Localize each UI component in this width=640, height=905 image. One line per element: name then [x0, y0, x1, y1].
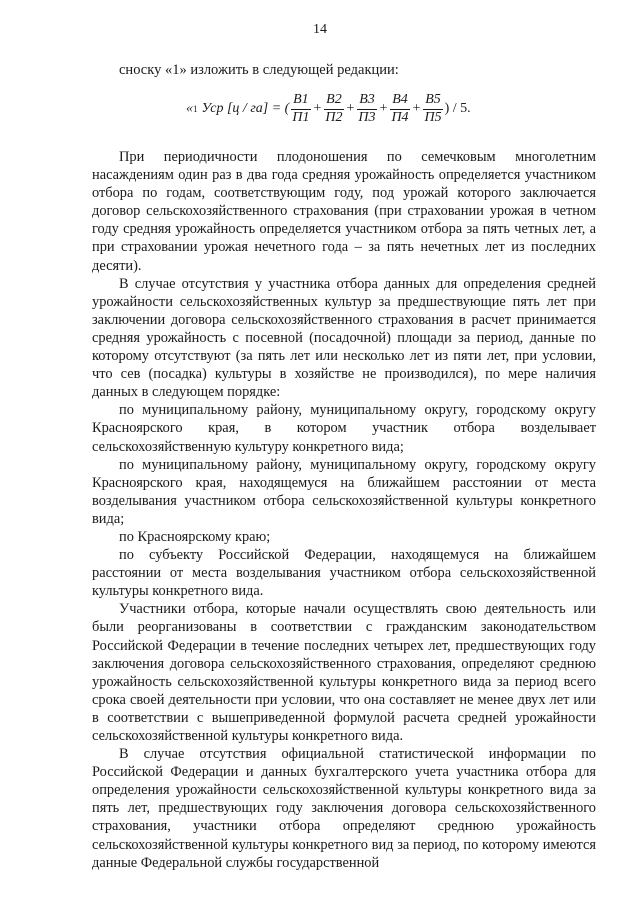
fraction-denominator: П1 — [292, 109, 310, 125]
yield-formula — [186, 93, 471, 125]
formula-quote-open: « — [186, 101, 193, 117]
fraction-numerator: В3 — [357, 93, 377, 110]
formula-plus: + — [412, 101, 421, 117]
formula-fraction-5 — [422, 93, 443, 125]
paragraph-missing-data: В случае отсутствия у участника отбора данных для определения средней урожайности сельскохозяйственных культур за предшествующие пять лет при заключении договора сельскохозяйственного страхования в расчет принимается средняя урожайность с посевной (посадочной) площади за период, данные по которому отсутствуют (за пять лет или несколько лет из пяти лет, при условии, что сев (посадка) культуры в хозяйстве не производился), по мере наличия данных в следующем порядке: — [92, 275, 596, 401]
body-text — [92, 148, 596, 872]
fraction-denominator: П4 — [391, 109, 409, 125]
formula-plus: + — [313, 101, 322, 117]
paragraph-no-statistics: В случае отсутствия официальной статистической информации по Российской Федерации и данных бухгалтерского учета участника отбора для определения урожайности сельскохозяйственной культуры конкретного вида за пять лет, предшествующих году заключения договора сельскохозяйственного страхования, участники отбора определяют среднюю урожайность сельскохозяйственной культуры конкретного вид за период, по которому имеются данные Федеральной службы государственной — [92, 746, 596, 871]
formula-lhs: Уср [ц / га] = ( — [201, 101, 290, 117]
formula-fraction-2 — [323, 93, 344, 125]
formula-plus: + — [346, 101, 355, 117]
list-item-nearest-federal-subject: по субъекту Российской Федерации, находящемуся на ближайшем расстоянии от места возделывания участником отбора сельскохозяйственной культуры конкретного вида. — [92, 547, 596, 600]
formula-tail: ) / 5. — [444, 101, 471, 117]
formula-plus: + — [379, 101, 388, 117]
fraction-numerator: В4 — [390, 93, 410, 110]
fraction-denominator: П5 — [424, 109, 442, 125]
formula-fraction-3 — [356, 93, 377, 125]
formula-footnote-marker: 1 — [193, 104, 198, 115]
page-number: 14 — [313, 22, 327, 37]
paragraph-new-participants: Участники отбора, которые начали осуществлять свою деятельность или были реорганизованы в соответствии с гражданским законодательством Российской Федерации в течение последних четырех лет, предшествующих году заключения договора сельскохозяйственного страхования, определяют среднюю урожайность сельскохозяйственной культуры конкретного вида за период всего срока своей деятельности при условии, что она составляет не менее двух лет или в соответствии с вышеприведенной формулой расчета средней урожайности сельскохозяйственной культуры конкретного вида. — [92, 601, 596, 744]
paragraph-periodicity: При периодичности плодоношения по семечковым многолетним насаждениям один раз в два года средняя урожайность определяется участником отбора по годам, соответствующим году, под урожай которого заключается договор сельскохозяйственного страхования (при страховании урожая в четном году средняя урожайность определяется участником отбора за пять четных лет, а при страховании урожая нечетного года – за пять нечетных лет из последних десяти). — [92, 149, 596, 274]
fraction-numerator: В1 — [291, 93, 311, 110]
list-item-municipal-area: по муниципальному району, муниципальному округу, городскому округу Красноярского края, в котором участник отбора возделывает сельскохозяйственную культуру конкретного вида; — [92, 402, 596, 455]
fraction-denominator: П2 — [325, 109, 343, 125]
fraction-denominator: П3 — [358, 109, 376, 125]
fraction-numerator: В2 — [324, 93, 344, 110]
intro-line: сноску «1» изложить в следующей редакции: — [119, 62, 399, 78]
formula-fraction-4 — [389, 93, 410, 125]
list-item-krasnoyarsk-krai: по Красноярскому краю; — [119, 528, 271, 545]
fraction-numerator: В5 — [423, 93, 443, 110]
list-item-nearest-municipal-area: по муниципальному району, муниципальному округу, городскому округу Красноярского края, находящемуся на ближайшем расстоянии от места возделывания участником отбора сельскохозяйственной культуры конкретного вида; — [92, 456, 596, 527]
formula-fraction-1 — [290, 93, 311, 125]
